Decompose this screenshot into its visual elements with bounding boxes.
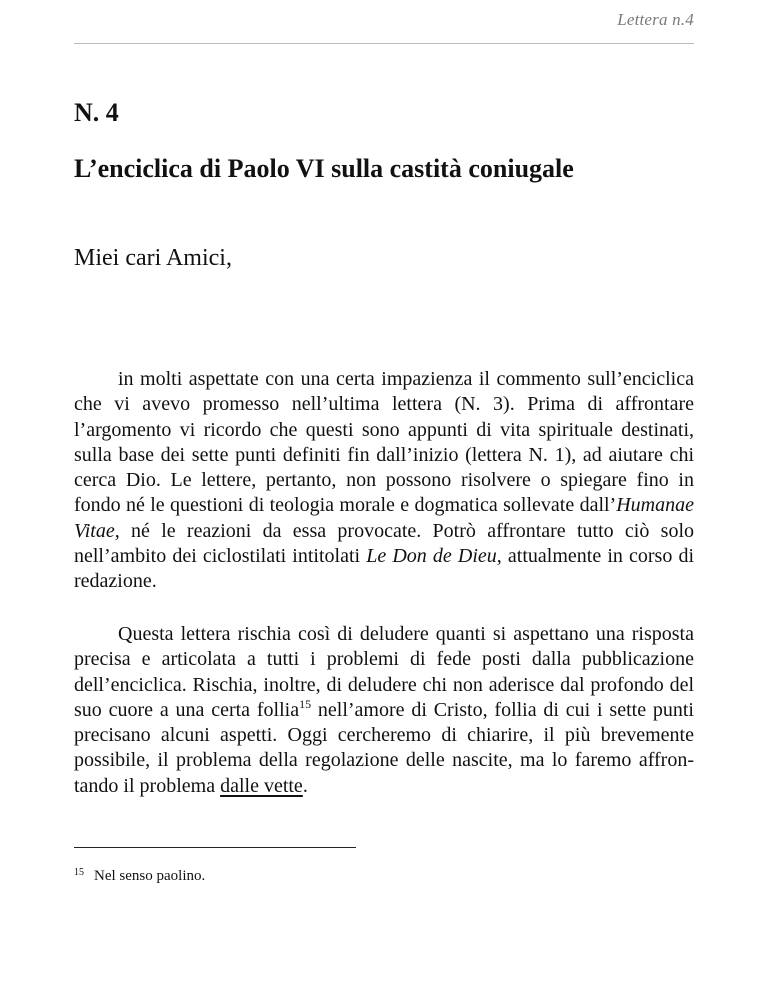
paragraph-1 (74, 367, 694, 595)
letter-number: N. 4 (74, 98, 119, 127)
footnote-reference[interactable]: 15 (299, 696, 312, 711)
paragraph-2 (74, 622, 694, 799)
footnote-text: Nel senso paolino. (94, 868, 206, 884)
paragraph-1-citation-le-don-de-dieu: Le Don de Dieu (366, 545, 497, 568)
paragraph-2-text-a: Questa lettera rischia così di deludere quanti si aspettano una risposta precisa e articolata a tutti i problemi di fede posti dalla pubblicazione dell’enciclica. Rischia, inoltre, di deludere chi non aderisce dal profondo del suo cuore a una certa follia (74, 623, 694, 721)
footnote-number: 15 (74, 867, 84, 878)
paragraph-2-underlined-text: dalle vette (220, 774, 303, 797)
footnote (74, 868, 205, 885)
salutation: Miei cari Amici, (74, 245, 232, 271)
footnote-divider (74, 847, 356, 848)
header-divider (74, 43, 694, 44)
letter-title: L’enciclica di Paolo VI sulla castità coniugale (74, 154, 574, 183)
running-header: Lettera n.4 (617, 10, 694, 29)
paragraph-2-text-c: . (302, 774, 308, 797)
paragraph-1-citation-humanae-vitae: Humanae Vitae (74, 494, 694, 542)
paragraph-1-text-b: , né le reazioni da essa provocate. Potrò affrontare tutto ciò solo nell’ambito dei ciclostilati intitolati (74, 519, 694, 568)
paragraph-1-text-c: , attualmente in corso di redazione. (74, 545, 695, 593)
paragraph-1-text-a: in molti aspettate con una certa impazienza il commento sull’enciclica che vi avevo promesso nell’ultima lettera (N. 3). Prima di affrontare l’argomento vi ricordo che questi sono appunti di vita spirituale destinati, sulla base dei sette punti definiti fin dall’inizio (lettera N. 1), ad aiutare chi cerca Dio. Le lettere, pertanto, non possono risolvere o spiegare fino in fondo né le questioni di teologia morale e dogmatica sollevate dall’ (74, 368, 694, 517)
paragraph-2-text-b: nell’amore di Cristo, follia di cui i sette punti precisano alcuni aspetti. Oggi cercheremo di chiarire, il più brevemente possibile, il problema della regolazione delle nascite, ma lo faremo affrontando il problema (74, 698, 694, 797)
